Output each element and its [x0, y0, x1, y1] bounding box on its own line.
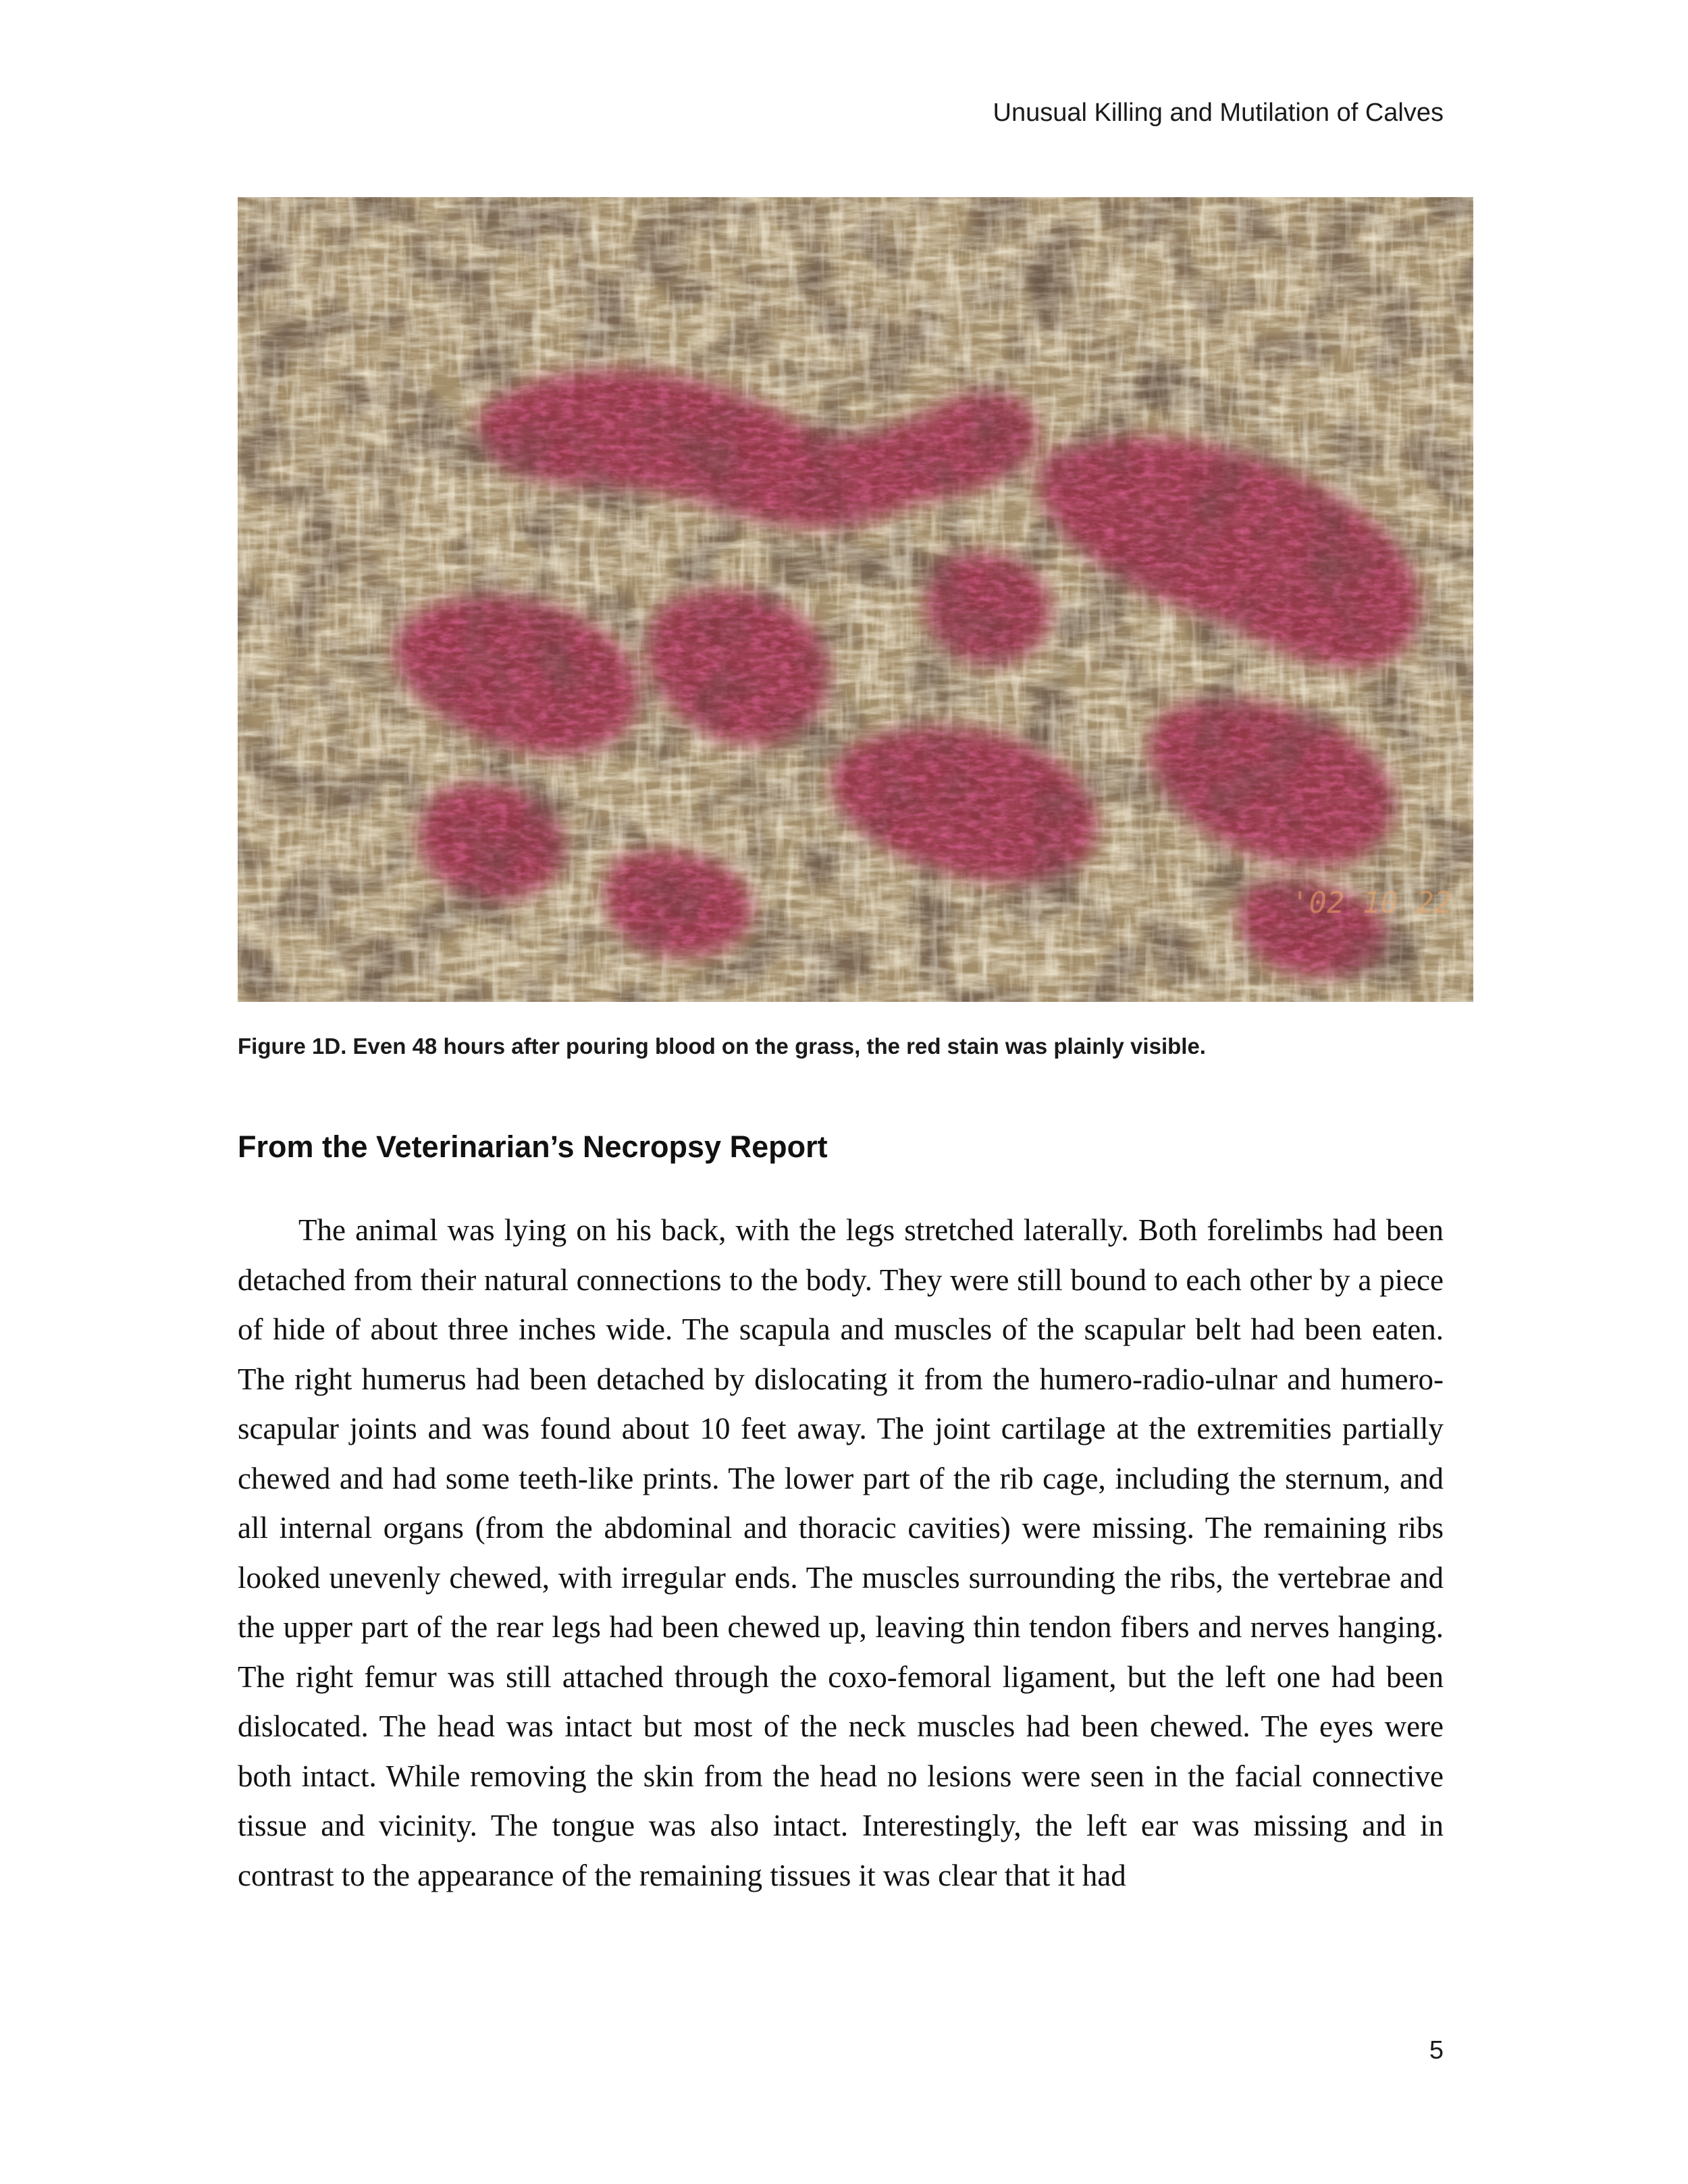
blood-stained-grass-photo	[238, 197, 1473, 1002]
section-heading: From the Veterinarian’s Necropsy Report	[238, 1129, 828, 1164]
figure-photo	[238, 197, 1473, 1002]
running-header: Unusual Killing and Mutilation of Calves	[993, 99, 1444, 127]
photo-date-stamp: '02 10 22	[1291, 886, 1452, 920]
page-number: 5	[1429, 2036, 1444, 2065]
body-paragraph: The animal was lying on his back, with the legs stretched laterally. Both forelimbs had been detached from their natural connections to the body. They were still bound to each other by a piece of hide of about three inches wide. The scapula and muscles of the scapular belt had been eaten. The right humerus had been detached by dislocating it from the humero-radio-ulnar and humero-scapular joints and was found about 10 feet away. The joint cartilage at the extremities partially chewed and had some teeth-like prints. The lower part of the rib cage, including the sternum, and all internal organs (from the abdominal and thoracic cavities) were missing. The remaining ribs looked unevenly chewed, with irregular ends. The muscles surrounding the ribs, the vertebrae and the upper part of the rear legs had been chewed up, leaving thin tendon fibers and nerves hanging. The right femur was still attached through the coxo-femoral ligament, but the left one had been dislocated. The head was intact but most of the neck muscles had been chewed. The eyes were both intact. While removing the skin from the head no lesions were seen in the facial connective tissue and vicinity. The tongue was also intact. Interestingly, the left ear was missing and in contrast to the appearance of the remaining tissues it was clear that it had	[238, 1213, 1444, 1892]
figure-caption: Figure 1D. Even 48 hours after pouring blood on the grass, the red stain was plainly visible.	[238, 1034, 1206, 1059]
